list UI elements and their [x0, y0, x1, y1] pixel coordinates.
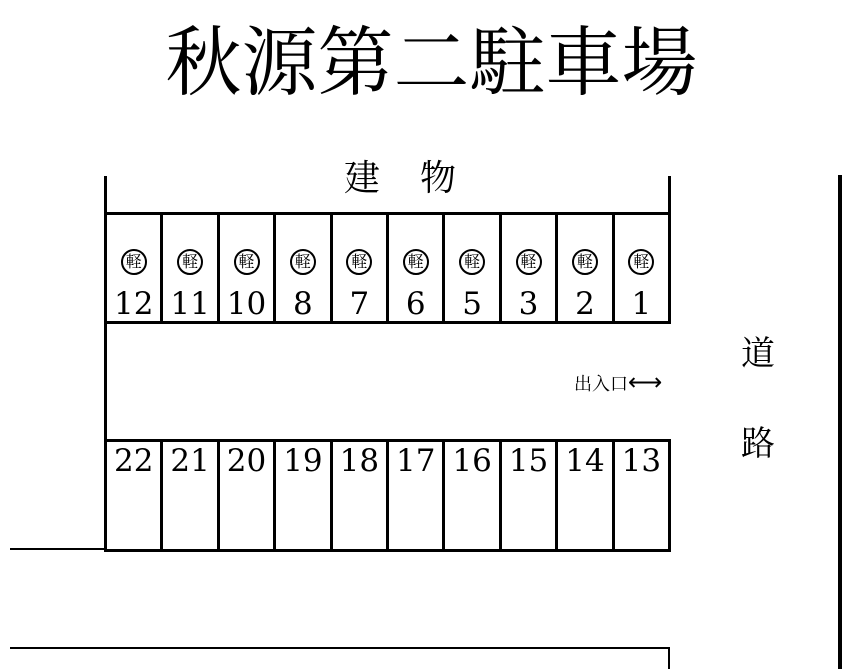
parking-space-17: [389, 442, 445, 549]
parking-space-8: [276, 215, 332, 321]
building-label: 建物: [343, 158, 496, 199]
boundary-line-bottom-end: [668, 647, 670, 669]
space-number: 1: [631, 286, 652, 322]
parking-space-3: [502, 215, 558, 321]
kei-car-mark-icon: 軽: [121, 249, 147, 275]
space-number: 18: [339, 443, 380, 479]
parking-space-5: [445, 215, 501, 321]
building-right-wall: [668, 176, 671, 216]
space-number: 2: [575, 286, 595, 322]
kei-car-mark-icon: 軽: [290, 249, 316, 275]
parking-space-2: [558, 215, 614, 321]
parking-space-20: [220, 442, 276, 549]
kei-car-mark-icon: 軽: [177, 249, 203, 275]
space-number: 6: [405, 286, 426, 322]
space-number: 7: [349, 286, 370, 322]
parking-space-19: [276, 442, 332, 549]
parking-space-11: [163, 215, 219, 321]
space-number: 17: [396, 443, 436, 479]
parking-space-10: [220, 215, 276, 321]
space-number: 15: [508, 443, 549, 479]
road-label-2: 路: [741, 424, 775, 464]
building-left-wall: [104, 176, 107, 216]
parking-space-12: [107, 215, 163, 321]
parking-row-bottom: [104, 439, 671, 552]
aisle-left-wall: [104, 322, 107, 442]
space-number: 14: [565, 443, 605, 479]
parking-space-14: [558, 442, 614, 549]
parking-space-13: [615, 442, 668, 549]
kei-car-mark-icon: 軽: [346, 249, 372, 275]
space-number: 19: [283, 443, 323, 479]
page-title: 秋源第二駐車場: [165, 18, 698, 107]
boundary-line-left: [10, 548, 106, 550]
space-number: 10: [226, 286, 267, 322]
space-number: 13: [621, 443, 662, 479]
kei-car-mark-icon: 軽: [628, 249, 654, 275]
parking-space-15: [502, 442, 558, 549]
space-number: 8: [293, 286, 313, 322]
space-number: 11: [170, 286, 210, 322]
parking-space-22: [107, 442, 163, 549]
kei-car-mark-icon: 軽: [516, 249, 542, 275]
kei-car-mark-icon: 軽: [234, 249, 260, 275]
kei-car-mark-icon: 軽: [459, 249, 485, 275]
entrance-text: 出入口: [574, 374, 628, 395]
parking-space-1: [615, 215, 668, 321]
space-number: 16: [452, 443, 492, 479]
road-edge-line: [838, 175, 842, 669]
space-number: 22: [113, 443, 154, 479]
space-number: 3: [518, 286, 539, 322]
space-number: 12: [113, 286, 154, 322]
space-number: 21: [170, 443, 210, 479]
parking-space-18: [333, 442, 389, 549]
kei-car-mark-icon: 軽: [572, 249, 598, 275]
space-number: 5: [462, 286, 482, 322]
boundary-line-bottom: [10, 647, 670, 649]
parking-space-21: [163, 442, 219, 549]
space-number: 20: [226, 443, 267, 479]
parking-space-7: [333, 215, 389, 321]
double-arrow-icon: ⟷: [628, 368, 663, 396]
road-label-1: 道: [741, 334, 775, 374]
parking-space-16: [445, 442, 501, 549]
kei-car-mark-icon: 軽: [403, 249, 429, 275]
parking-space-6: [389, 215, 445, 321]
entrance-label: [574, 368, 662, 399]
parking-row-top: [104, 212, 671, 324]
